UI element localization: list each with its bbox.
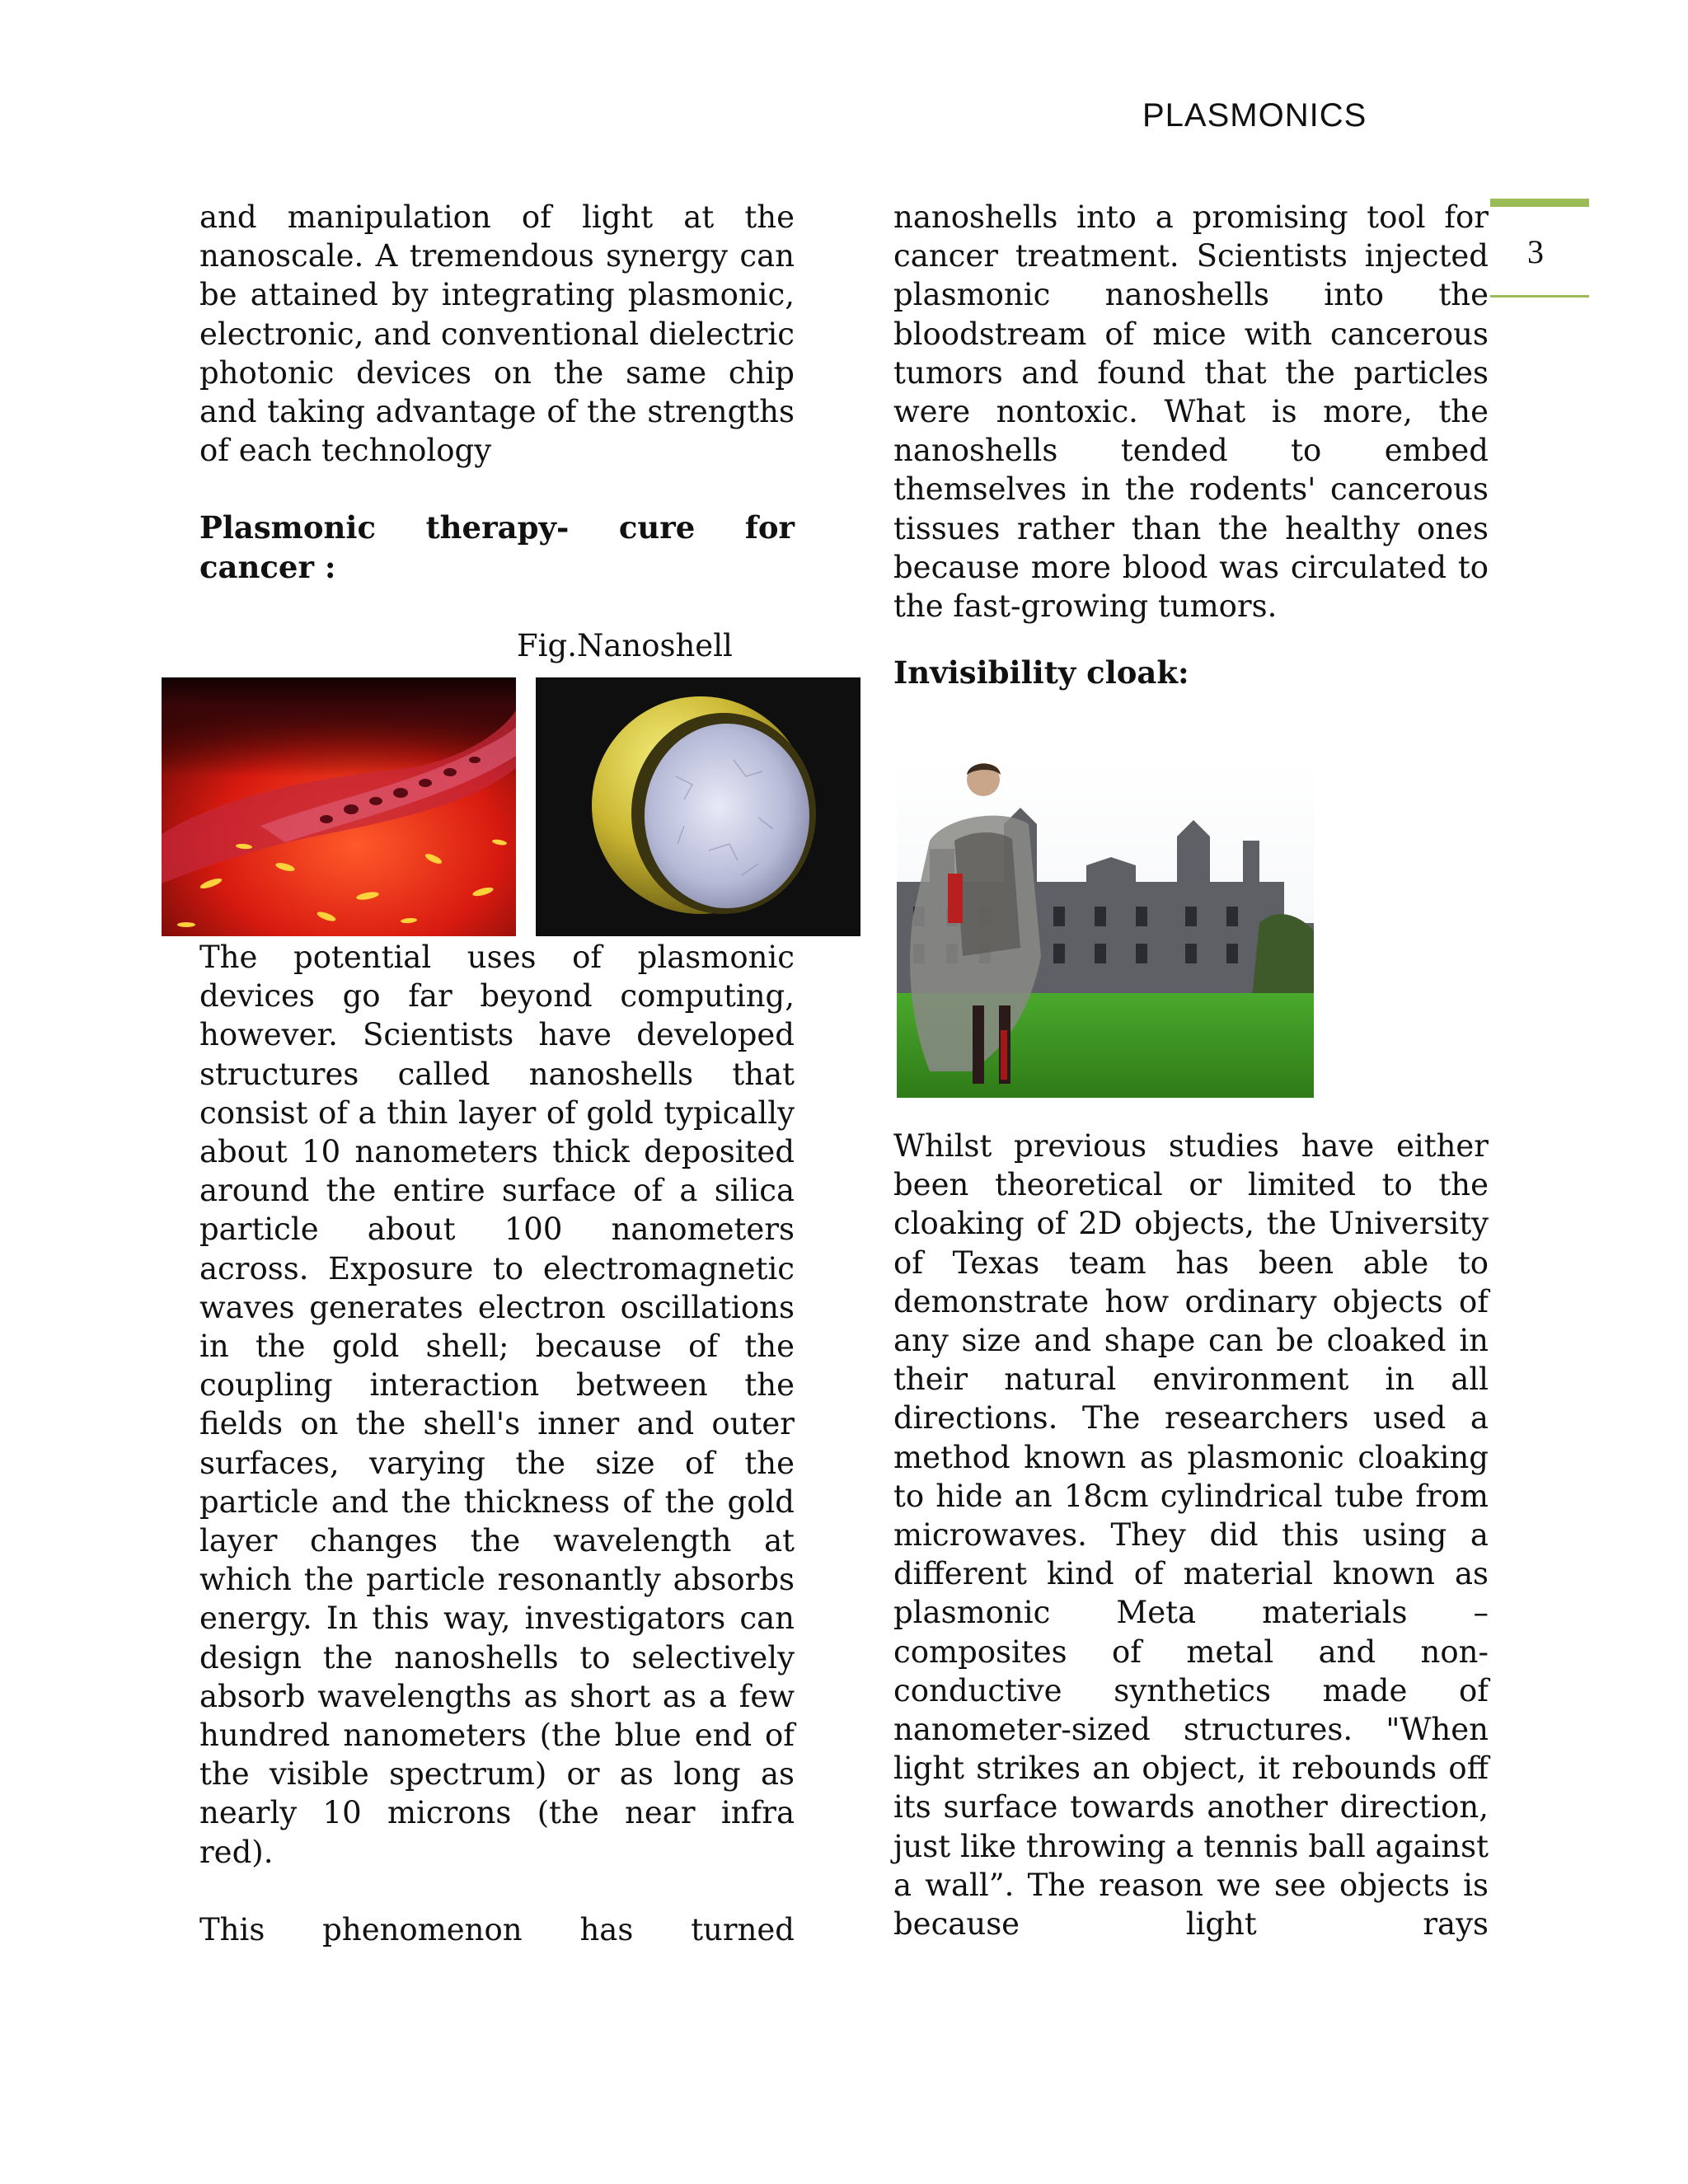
right-column-top	[893, 198, 1489, 692]
invisibility-cloak-image	[897, 758, 1314, 1098]
right-paragraph-2: Whilst previous studies have either been theoretical or limited to the cloaking of 2D objects, the University of Texas team has been able to demonstrate how ordinary objects of any size and shape can be cloaked in their natural environment in all directions. The researchers used a method known as plasmonic cloaking to hide an 18cm cylindrical tube from microwaves. They did this using a different kind of material known as plasmonic Meta materials – composites of metal and non-conductive synthetics made of nanometer-sized structures. "When light strikes an object, it rebounds off its surface towards another direction, just like throwing a tennis ball against a wall”. The reason we see objects is because light rays	[893, 1128, 1489, 1943]
running-header: PLASMONICS	[1142, 97, 1367, 134]
accent-bar	[1490, 199, 1589, 207]
nanoshell-image	[536, 677, 860, 936]
figure-caption: Fig.Nanoshell	[517, 628, 733, 663]
section-heading-invisibility-cloak: Invisibility cloak:	[893, 654, 1189, 691]
page-number: 3	[1527, 233, 1544, 270]
cancer-cells-image	[162, 677, 516, 936]
left-paragraph-3: This phenomenon has turned	[199, 1911, 795, 1947]
right-paragraph-1: nanoshells into a promising tool for cancer treatment. Scientists injected plasmonic nanoshells into the bloodstream of mice with cancerous tumors and found that the particles were nontoxic. What is more, the nanoshells tended to embed themselves in the rodents' cancerous tissues rather than the healthy ones because more blood was circulated to the fast-growing tumors.	[893, 199, 1489, 625]
accent-line	[1490, 295, 1589, 298]
left-column-bottom	[199, 938, 795, 1949]
section-heading-plasmonic-therapy: Plasmonic therapy- cure for cancer :	[199, 509, 795, 585]
left-paragraph-1: and manipulation of light at the nanoscale. A tremendous synergy can be attained by integrating plasmonic, electronic, and conventional dielectric photonic devices on the same chip and taking advantage of the strengths of each technology	[199, 199, 795, 469]
right-column-bottom	[893, 1127, 1489, 1943]
left-paragraph-2: The potential uses of plasmonic devices go far beyond computing, however. Scientists have developed structures called nanoshells that consist of a thin layer of gold typically about 10 nanometers thick deposited around the entire surface of a silica particle about 100 nanometers across. Exposure to electromagnetic waves generates electron oscillations in the gold shell; because of the coupling interaction between the fields on the shell's inner and outer surfaces, varying the size of the particle and the thickness of the gold layer changes the wavelength at which the particle resonantly absorbs energy. In this way, investigators can design the nanoshells to selectively absorb wavelengths as short as a few hundred nanometers (the blue end of the visible spectrum) or as long as nearly 10 microns (the near infra red).	[199, 940, 795, 1870]
left-column-top	[199, 198, 795, 587]
